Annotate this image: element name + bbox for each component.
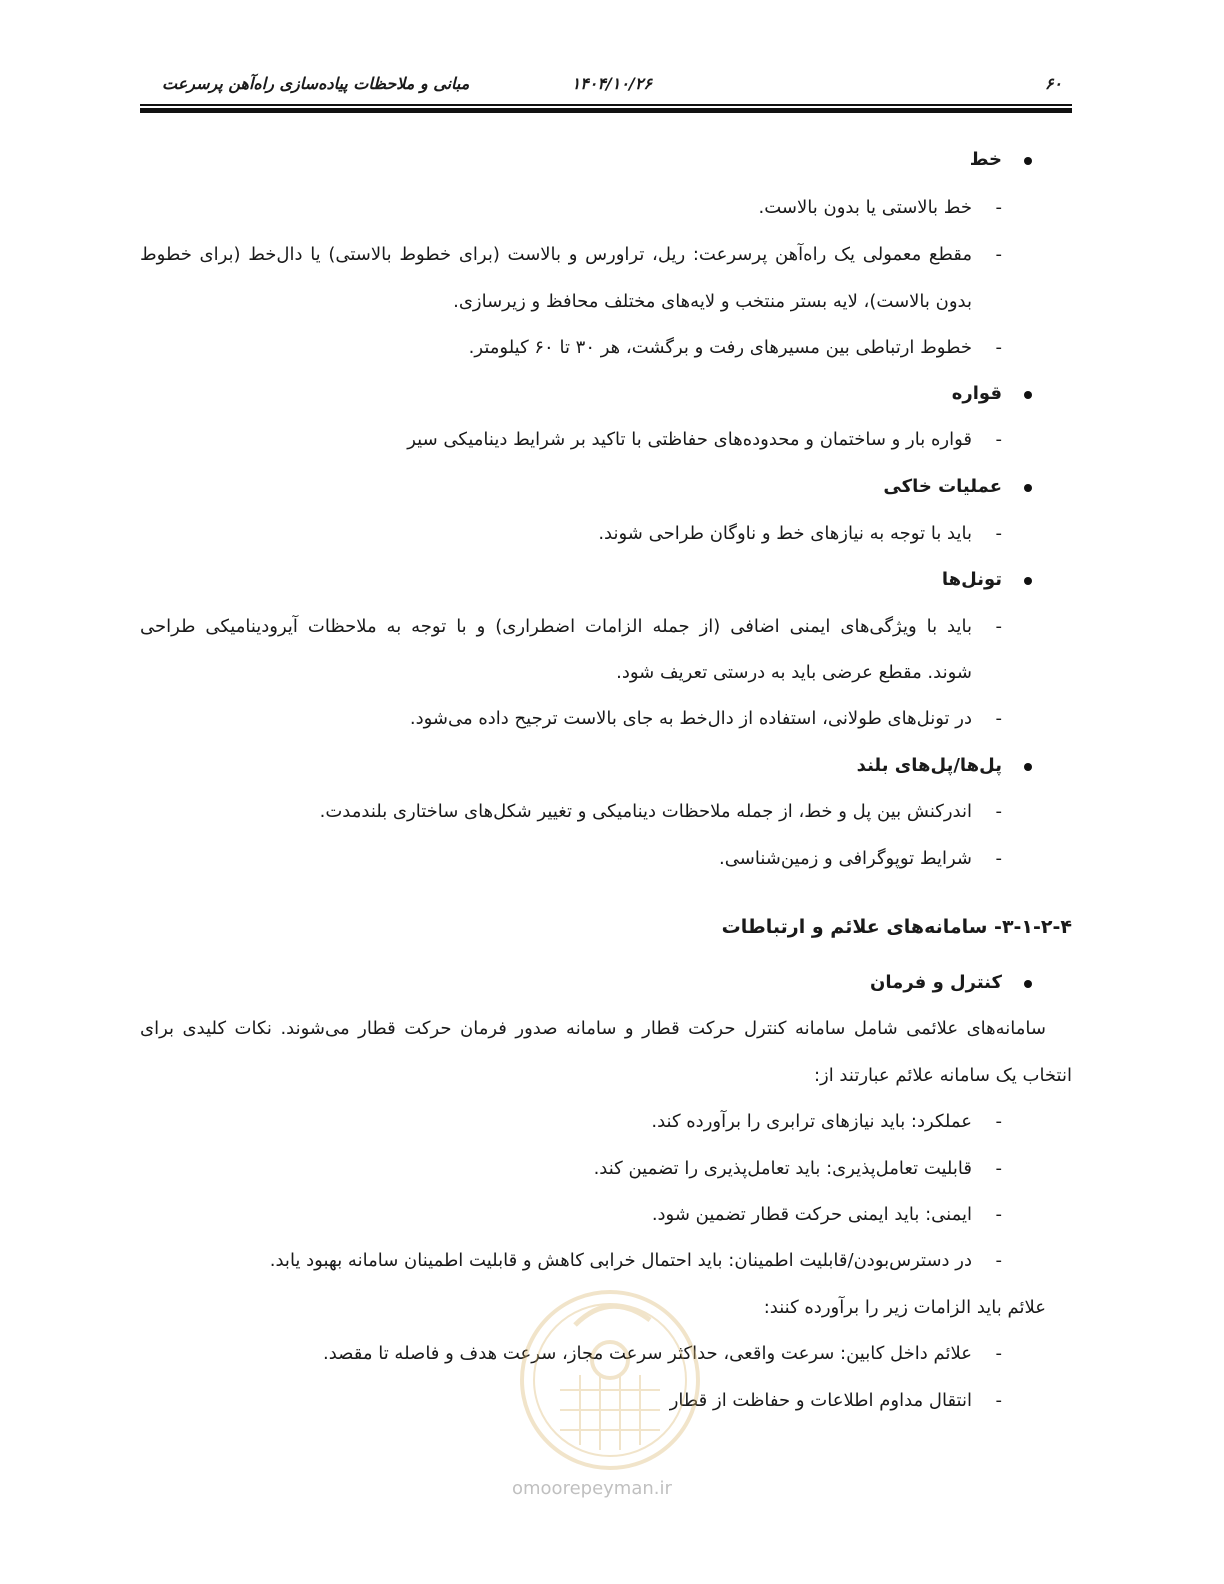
list-item-text: مقطع معمولی یک راه‌آهن پرسرعت: ریل، تراورس و بالاست (برای خطوط بالاستی) یا دال‌خط (برای خطوط [140, 244, 972, 265]
list-item [140, 241, 1002, 269]
header-title: مبانی و ملاحظات پیاده‌سازی راه‌آهن پرسرعت [162, 74, 470, 93]
bullet-heading [140, 146, 1002, 174]
bullet-dot-icon [1024, 763, 1032, 771]
list-item-text: عملکرد: باید نیازهای ترابری را برآورده کند. [651, 1111, 972, 1132]
header-rule-thick [140, 108, 1072, 113]
bullet-heading [140, 380, 1002, 408]
page-number: ۶۰ [1044, 74, 1062, 93]
list-item-text: باید با توجه به نیازهای خط و ناوگان طراحی شوند. [598, 523, 972, 544]
list-item-text: خط بالاستی یا بدون بالاست. [758, 197, 972, 218]
list-item [140, 1155, 1002, 1183]
list-item-text: قواره بار و ساختمان و محدوده‌های حفاظتی با تاکید بر شرایط دینامیکی سیر [407, 429, 972, 450]
list-item-text: قابلیت تعامل‌پذیری: باید تعامل‌پذیری را تضمین کند. [593, 1158, 972, 1179]
list-item [140, 705, 1002, 733]
list-item-continuation [140, 288, 972, 316]
dash-icon: - [995, 197, 1002, 218]
bullet-text: کنترل و فرمان [870, 972, 1002, 993]
header-rule-thin [140, 104, 1072, 106]
dash-icon: - [995, 523, 1002, 544]
dash-icon: - [995, 708, 1002, 729]
list-item [140, 334, 1002, 362]
bullet-text: تونل‌ها [941, 569, 1002, 590]
list-item [140, 520, 1002, 548]
list-item-text: در دسترس‌بودن/قابلیت اطمینان: باید احتمال خرابی کاهش و قابلیت اطمینان سامانه بهبود یابد. [269, 1250, 972, 1271]
bullet-dot-icon [1024, 391, 1032, 399]
bullet-heading [140, 752, 1002, 780]
dash-icon: - [995, 1390, 1002, 1411]
list-item-text: خطوط ارتباطی بین مسیرهای رفت و برگشت، هر ۳۰ تا ۶۰ کیلومتر. [468, 337, 972, 358]
bullet-dot-icon [1024, 577, 1032, 585]
watermark-logo-icon [500, 1270, 720, 1470]
paragraph: علائم باید الزامات زیر را برآورده کنند: [763, 1297, 1046, 1318]
dash-icon: - [995, 616, 1002, 637]
watermark-url: omoorepeyman.ir [512, 1478, 672, 1499]
list-item-text: اندرکنش بین پل و خط، از جمله ملاحظات دینامیکی و تغییر شکل‌های ساختاری بلندمدت. [319, 801, 972, 822]
bullet-heading [140, 969, 1002, 997]
bullet-dot-icon [1024, 484, 1032, 492]
page-header [140, 74, 1072, 102]
dash-icon: - [995, 848, 1002, 869]
list-item-text: شوند. مقطع عرضی باید به درستی تعریف شود. [616, 662, 972, 683]
list-item-continuation [140, 659, 972, 687]
list-item [140, 798, 1002, 826]
bullet-text: قواره [951, 383, 1002, 404]
list-item [140, 845, 1002, 873]
dash-icon: - [995, 1111, 1002, 1132]
list-item [140, 1108, 1002, 1136]
section-heading: ۳-۱-۲-۴- سامانه‌های علائم و ارتباطات [721, 916, 1072, 938]
list-item [140, 426, 1002, 454]
list-item [140, 1201, 1002, 1229]
dash-icon: - [995, 337, 1002, 358]
bullet-heading [140, 566, 1002, 594]
dash-icon: - [995, 1250, 1002, 1271]
header-date: ۱۴۰۴/۱۰/۲۶ [571, 74, 652, 93]
list-item-text: باید با ویژگی‌های ایمنی اضافی (از جمله الزامات اضطراری) و با توجه به ملاحظات آیرودینامیکی طراحی [140, 616, 972, 637]
dash-icon: - [995, 429, 1002, 450]
dash-icon: - [995, 1204, 1002, 1225]
dash-icon: - [995, 801, 1002, 822]
paragraph-continuation: انتخاب یک سامانه علائم عبارتند از: [813, 1065, 1072, 1086]
dash-icon: - [995, 1343, 1002, 1364]
list-item-text: بدون بالاست)، لایه بستر منتخب و لایه‌های مختلف محافظ و زیرسازی. [453, 291, 972, 312]
bullet-dot-icon [1024, 980, 1032, 988]
bullet-text: عملیات خاکی [883, 476, 1002, 497]
list-item-text: ایمنی: باید ایمنی حرکت قطار تضمین شود. [651, 1204, 972, 1225]
paragraph: سامانه‌های علائمی شامل سامانه کنترل حرکت قطار و سامانه صدور فرمان حرکت قطار می‌شوند. نکات کلیدی برای [140, 1018, 1046, 1039]
list-item [140, 194, 1002, 222]
bullet-heading [140, 473, 1002, 501]
list-item [140, 613, 1002, 641]
bullet-text: خط [969, 149, 1002, 170]
list-item-text: انتقال مداوم اطلاعات و حفاظت از قطار [669, 1390, 972, 1411]
list-item-text: شرایط توپوگرافی و زمین‌شناسی. [719, 848, 972, 869]
bullet-dot-icon [1024, 157, 1032, 165]
dash-icon: - [995, 244, 1002, 265]
list-item-text: علائم داخل کابین: سرعت واقعی، حداکثر سرعت مجاز، سرعت هدف و فاصله تا مقصد. [322, 1343, 972, 1364]
list-item-text: در تونل‌های طولانی، استفاده از دال‌خط به جای بالاست ترجیح داده می‌شود. [409, 708, 972, 729]
bullet-text: پل‌ها/پل‌های بلند [856, 755, 1002, 776]
dash-icon: - [995, 1158, 1002, 1179]
